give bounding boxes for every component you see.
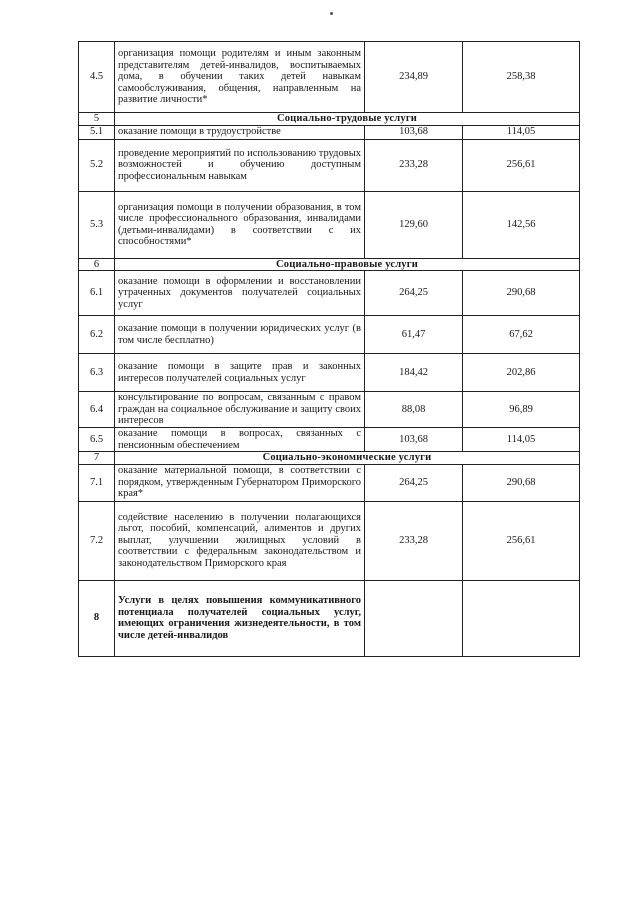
section-number: 6 bbox=[79, 258, 115, 271]
price-value-2: 202,86 bbox=[463, 354, 580, 392]
service-description: организация помощи родителям и иным законным представителям детей-инвалидов, воспитываемых дома, в обучении таких детей навыкам самообслуживания, общения, направленным на развитие личности* bbox=[115, 42, 365, 113]
table-row bbox=[79, 392, 580, 428]
service-description: оказание помощи в защите прав и законных интересов получателей социальных услуг bbox=[115, 354, 365, 392]
table-row bbox=[79, 428, 580, 452]
price-value-2: 290,68 bbox=[463, 464, 580, 501]
price-value-2: 142,56 bbox=[463, 191, 580, 258]
row-number: 6.4 bbox=[79, 392, 115, 428]
price-value-2: 114,05 bbox=[463, 428, 580, 452]
price-value: 103,68 bbox=[365, 428, 463, 452]
service-description: оказание материальной помощи, в соответствии с порядком, утвержденным Губернатором Приморского края* bbox=[115, 464, 365, 501]
row-number: 5.2 bbox=[79, 139, 115, 191]
row-number: 7.1 bbox=[79, 464, 115, 501]
service-description: оказание помощи в вопросах, связанных с пенсионным обеспечением bbox=[115, 428, 365, 452]
table-row bbox=[79, 316, 580, 354]
service-description: содействие населению в получении полагающихся льгот, пособий, компенсаций, алиментов и других выплат, улучшении жилищных условий в соответствии с федеральным законодательством и законодательством Приморского края bbox=[115, 501, 365, 580]
table-row bbox=[79, 580, 580, 656]
section-title: Социально-трудовые услуги bbox=[115, 113, 580, 126]
service-description: консультирование по вопросам, связанным с правом граждан на социальное обслуживание и защиту своих интересов bbox=[115, 392, 365, 428]
row-number: 6.1 bbox=[79, 271, 115, 316]
table-row bbox=[79, 464, 580, 501]
service-description: организация помощи в получении образования, в том числе профессионального образования, инвалидами (детьми-инвалидами) в соответствии с их способностями* bbox=[115, 191, 365, 258]
table-row bbox=[79, 271, 580, 316]
section-title: Социально-правовые услуги bbox=[115, 258, 580, 271]
section-number: 5 bbox=[79, 113, 115, 126]
table-row bbox=[79, 501, 580, 580]
price-value: 233,28 bbox=[365, 501, 463, 580]
price-value: 103,68 bbox=[365, 125, 463, 139]
price-value: 184,42 bbox=[365, 354, 463, 392]
row-number: 5.3 bbox=[79, 191, 115, 258]
service-description: оказание помощи в оформлении и восстановлении утраченных документов получателей социальных услуг bbox=[115, 271, 365, 316]
price-value: 88,08 bbox=[365, 392, 463, 428]
price-value-2: 290,68 bbox=[463, 271, 580, 316]
row-number: 6.5 bbox=[79, 428, 115, 452]
tariff-table bbox=[78, 41, 580, 657]
price-value bbox=[365, 580, 463, 656]
row-number: 8 bbox=[79, 580, 115, 656]
table-row bbox=[79, 354, 580, 392]
section-row bbox=[79, 452, 580, 465]
price-value-2: 256,61 bbox=[463, 139, 580, 191]
price-value-2: 256,61 bbox=[463, 501, 580, 580]
table-row bbox=[79, 139, 580, 191]
service-description: оказание помощи в получении юридических услуг (в том числе бесплатно) bbox=[115, 316, 365, 354]
row-number: 5.1 bbox=[79, 125, 115, 139]
price-value-2 bbox=[463, 580, 580, 656]
price-value: 233,28 bbox=[365, 139, 463, 191]
section-number: 7 bbox=[79, 452, 115, 465]
row-number: 6.3 bbox=[79, 354, 115, 392]
price-value: 264,25 bbox=[365, 464, 463, 501]
price-value: 234,89 bbox=[365, 42, 463, 113]
price-value: 61,47 bbox=[365, 316, 463, 354]
price-value: 129,60 bbox=[365, 191, 463, 258]
row-number: 4.5 bbox=[79, 42, 115, 113]
scan-mark bbox=[330, 12, 333, 15]
service-category-description: Услуги в целях повышения коммуникативного потенциала получателей социальных услуг, имеющих ограничения жизнедеятельности, в том числе детей-инвалидов bbox=[115, 580, 365, 656]
row-number: 7.2 bbox=[79, 501, 115, 580]
section-row bbox=[79, 258, 580, 271]
price-value-2: 114,05 bbox=[463, 125, 580, 139]
table-row bbox=[79, 191, 580, 258]
price-value-2: 67,62 bbox=[463, 316, 580, 354]
table-row bbox=[79, 125, 580, 139]
service-description: оказание помощи в трудоустройстве bbox=[115, 125, 365, 139]
price-value: 264,25 bbox=[365, 271, 463, 316]
section-title: Социально-экономические услуги bbox=[115, 452, 580, 465]
section-row bbox=[79, 113, 580, 126]
price-value-2: 96,89 bbox=[463, 392, 580, 428]
row-number: 6.2 bbox=[79, 316, 115, 354]
service-description: проведение мероприятий по использованию трудовых возможностей и обучению доступным профессиональным навыкам bbox=[115, 139, 365, 191]
table-row bbox=[79, 42, 580, 113]
price-value-2: 258,38 bbox=[463, 42, 580, 113]
